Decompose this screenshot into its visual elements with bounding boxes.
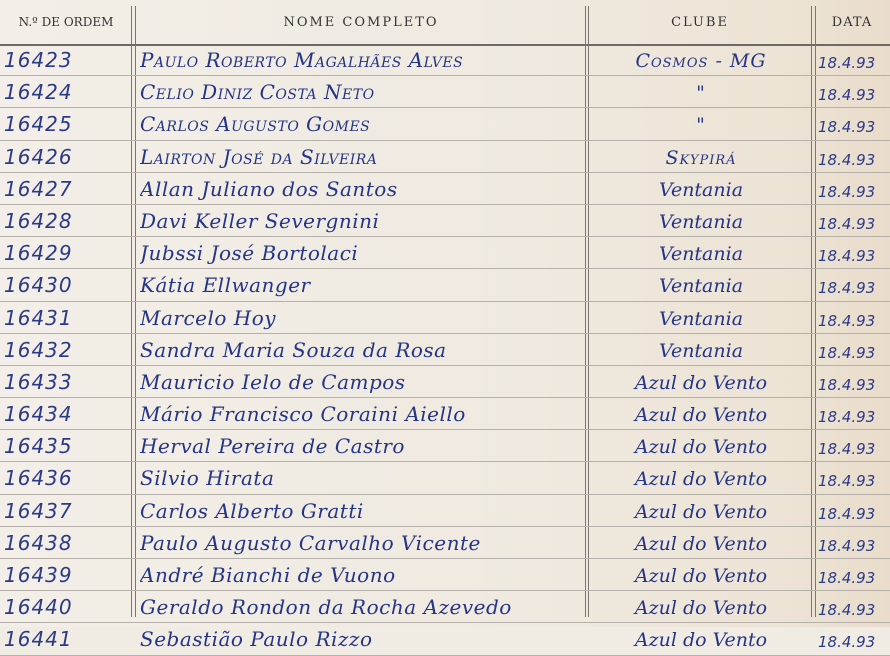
entry-date: 18.4.93 — [818, 440, 876, 459]
entry-date: 18.4.93 — [818, 472, 876, 491]
ordem-number: 16438 — [4, 530, 73, 555]
full-name: Carlos Augusto Gomes — [140, 112, 371, 137]
ordem-number: 16435 — [4, 434, 73, 459]
entry-date: 18.4.93 — [818, 182, 876, 201]
ordem-number: 16426 — [4, 144, 73, 169]
club-name: Azul do Vento — [634, 468, 768, 491]
entry-date: 18.4.93 — [818, 569, 876, 587]
ledger-row — [0, 269, 890, 301]
ledger-row — [0, 462, 890, 494]
ordem-number: 16427 — [4, 176, 73, 201]
ordem-number: 16425 — [4, 112, 73, 137]
ordem-number: 16433 — [4, 369, 73, 394]
entry-date: 18.4.93 — [818, 536, 876, 555]
club-name: Ventania — [658, 275, 744, 298]
full-name: Mauricio Ielo de Campos — [140, 369, 406, 394]
entry-date: 18.4.93 — [818, 118, 876, 137]
club-name: Azul do Vento — [634, 597, 768, 620]
club-name: Ventania — [658, 339, 744, 362]
ledger-row — [0, 623, 890, 655]
ordem-number: 16430 — [4, 273, 73, 298]
ledger-row — [0, 173, 890, 205]
ledger-row — [0, 141, 890, 173]
full-name: Sandra Maria Souza da Rosa — [140, 337, 447, 362]
ledger-row — [0, 334, 890, 366]
ledger-row — [0, 108, 890, 140]
entry-date: 18.4.93 — [818, 150, 876, 169]
club-name: Azul do Vento — [634, 371, 768, 394]
full-name: Marcelo Hoy — [140, 305, 277, 330]
ledger-row — [0, 205, 890, 237]
ordem-number: 16424 — [4, 80, 73, 105]
entry-date: 18.4.93 — [818, 375, 876, 394]
full-name: Kátia Ellwanger — [140, 273, 311, 298]
header-data: DATA — [831, 14, 873, 30]
entry-date: 18.4.93 — [818, 54, 876, 72]
club-name: Skypirá — [665, 146, 737, 169]
ledger-row — [0, 302, 890, 334]
header-row — [0, 0, 890, 46]
full-name: Sebastião Paulo Rizzo — [140, 627, 373, 652]
full-name: Lairton José da Silveira — [140, 144, 378, 169]
ledger-row — [0, 237, 890, 269]
entry-date: 18.4.93 — [818, 343, 876, 362]
ordem-number: 16441 — [4, 627, 73, 652]
entry-date: 18.4.93 — [818, 247, 876, 266]
full-name: André Bianchi de Vuono — [140, 563, 396, 587]
full-name: Paulo Roberto Magalhães Alves — [140, 48, 464, 72]
club-name: Azul do Vento — [634, 436, 768, 459]
full-name: Geraldo Rondon da Rocha Azevedo — [140, 595, 512, 620]
ledger-row — [0, 366, 890, 398]
ordem-number: 16434 — [4, 402, 73, 427]
club-name: " — [696, 82, 706, 105]
club-name: Ventania — [658, 210, 744, 233]
entry-date: 18.4.93 — [818, 214, 876, 233]
club-name: Azul do Vento — [634, 500, 768, 523]
ledger-row — [0, 495, 890, 527]
ledger-row — [0, 527, 890, 559]
full-name: Celio Diniz Costa Neto — [140, 80, 375, 105]
ledger-row — [0, 44, 890, 76]
ordem-number: 16432 — [4, 337, 73, 362]
entry-date: 18.4.93 — [818, 633, 876, 652]
ledger-rows — [0, 44, 890, 656]
header-ordem: N.º DE ORDEM — [18, 15, 114, 29]
entry-date: 18.4.93 — [818, 311, 876, 330]
header-nome: NOME COMPLETO — [283, 14, 439, 30]
full-name: Paulo Augusto Carvalho Vicente — [140, 530, 481, 555]
club-name: Ventania — [658, 178, 744, 201]
ordem-number: 16423 — [4, 48, 73, 72]
club-name: " — [696, 114, 706, 137]
entry-date: 18.4.93 — [818, 279, 876, 298]
full-name: Mário Francisco Coraini Aiello — [140, 402, 466, 427]
ledger-row — [0, 398, 890, 430]
entry-date: 18.4.93 — [818, 601, 876, 620]
ordem-number: 16429 — [4, 241, 73, 266]
full-name: Herval Pereira de Castro — [140, 434, 405, 459]
full-name: Silvio Hirata — [140, 466, 275, 491]
ordem-number: 16436 — [4, 466, 73, 491]
full-name: Davi Keller Severgnini — [140, 208, 380, 233]
club-name: Azul do Vento — [634, 629, 768, 652]
club-name: Azul do Vento — [634, 565, 768, 587]
club-name: Ventania — [658, 307, 744, 330]
full-name: Jubssi José Bortolaci — [140, 241, 359, 266]
ordem-number: 16439 — [4, 563, 73, 587]
club-name: Azul do Vento — [634, 404, 768, 427]
ordem-number: 16437 — [4, 498, 73, 523]
entry-date: 18.4.93 — [818, 504, 876, 523]
entry-date: 18.4.93 — [818, 86, 876, 105]
full-name: Carlos Alberto Gratti — [140, 498, 364, 523]
ordem-number: 16428 — [4, 208, 73, 233]
ledger-row — [0, 591, 890, 623]
club-name: Azul do Vento — [634, 532, 768, 555]
club-name: Cosmos - MG — [635, 50, 767, 72]
club-name: Ventania — [658, 243, 744, 266]
header-clube: CLUBE — [671, 14, 729, 30]
ledger-row — [0, 559, 890, 591]
ordem-number: 16431 — [4, 305, 73, 330]
ledger-row — [0, 430, 890, 462]
entry-date: 18.4.93 — [818, 408, 876, 427]
full-name: Allan Juliano dos Santos — [140, 176, 398, 201]
ledger-row — [0, 76, 890, 108]
ordem-number: 16440 — [4, 595, 73, 620]
